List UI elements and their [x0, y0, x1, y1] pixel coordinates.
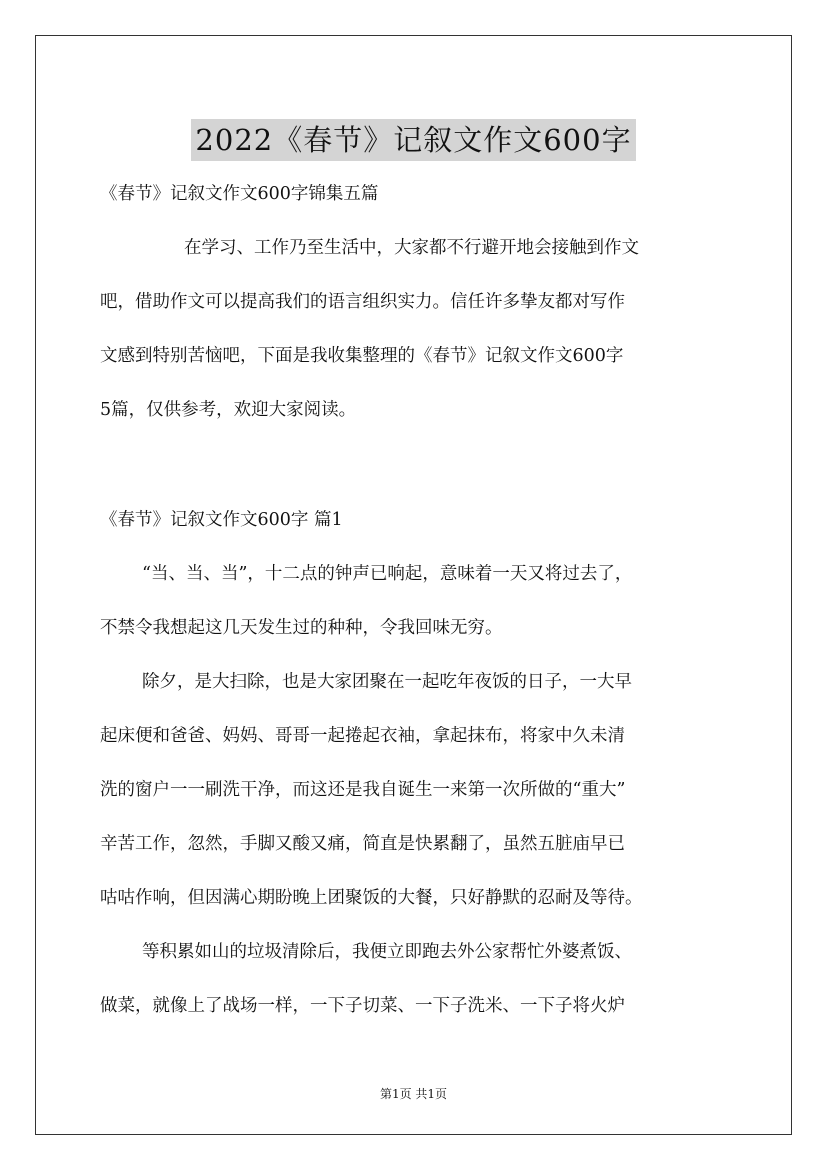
body-line-1: “当、当、当”，十二点的钟声已响起，意味着一天又将过去了， [142, 564, 633, 584]
document-title: 2022《春节》记叙文作文600字 [191, 119, 635, 161]
body-line-7: 咕咕作响，但因满心期盼晚上团聚饭的大餐，只好静默的忍耐及等待。 [100, 888, 643, 908]
body-line-5: 洗的窗户一一刷洗干净，而这还是我自诞生一来第一次所做的“重大” [100, 780, 626, 800]
intro-line-4: 5篇，仅供参考，欢迎大家阅读。 [100, 400, 357, 420]
body-line-2: 不禁令我想起这几天发生过的种种，令我回味无穷。 [100, 618, 503, 638]
body-line-4: 起床便和爸爸、妈妈、哥哥一起捲起衣袖，拿起抹布，将家中久未清 [100, 726, 625, 746]
title-container [0, 100, 827, 181]
section-heading: 《春节》记叙文作文600字 篇1 [100, 510, 343, 530]
body-line-8: 等积累如山的垃圾清除后，我便立即跑去外公家帮忙外婆煮饭、 [142, 942, 632, 962]
body-line-3: 除夕，是大扫除，也是大家团聚在一起吃年夜饭的日子，一大早 [142, 672, 632, 692]
intro-line-1: 在学习、工作乃至生活中，大家都不行避开地会接触到作文 [184, 238, 639, 258]
body-line-9: 做菜，就像上了战场一样，一下子切菜、一下子洗米、一下子将火炉 [100, 996, 625, 1016]
body-line-6: 辛苦工作，忽然，手脚又酸又痛，简直是快累翻了，虽然五脏庙早已 [100, 834, 625, 854]
page-footer: 第1页 共1页 [379, 1087, 448, 1101]
intro-line-3: 文感到特别苦恼吧，下面是我收集整理的《春节》记叙文作文600字 [100, 346, 624, 366]
intro-line-2: 吧，借助作文可以提高我们的语言组织实力。信任许多挚友都对写作 [100, 292, 625, 312]
subtitle: 《春节》记叙文作文600字锦集五篇 [100, 184, 379, 204]
